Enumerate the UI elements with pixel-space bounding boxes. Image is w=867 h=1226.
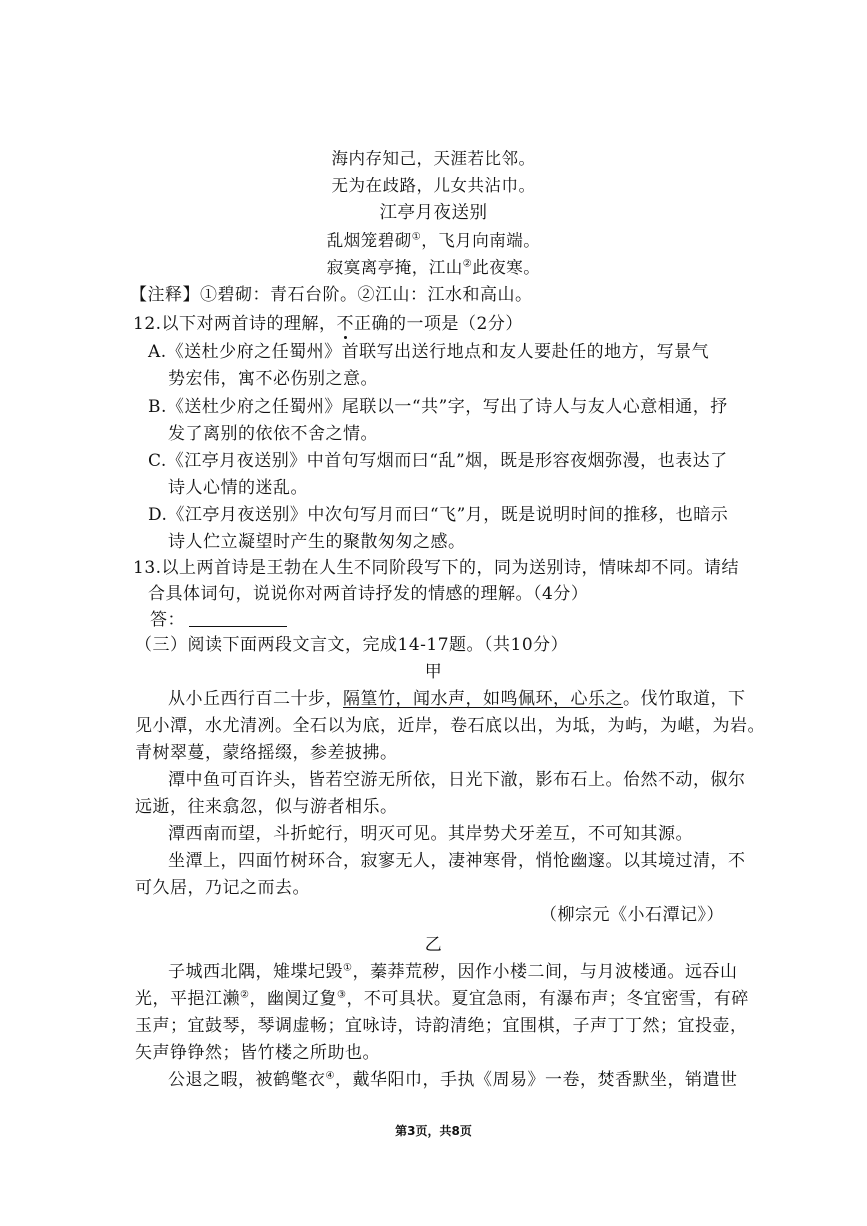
- option-a-cont: 势宏伟，寓不必伤别之意。: [168, 369, 378, 389]
- page-number: 第3页，共8页: [395, 1124, 472, 1138]
- passage-yi-title: 乙: [424, 935, 443, 955]
- option-c-cont: 诗人心情的迷乱。: [168, 478, 308, 498]
- passage-jia-line: 见小潭，水尤清冽。全石以为底，近岸，卷石底以出，为坻，为屿，为嵁，为岩。: [135, 716, 765, 736]
- passage-jia-line: 坐潭上，四面竹树环合，寂寥无人，凄神寒骨，悄怆幽邃。以其境过清，不: [168, 851, 746, 871]
- underlined-sentence: 隔篁竹，闻水声，如鸣佩环，心乐之: [343, 689, 623, 709]
- passage-yi-line: 矢声铮铮然；皆竹楼之所助也。: [135, 1043, 380, 1063]
- question-12-stem: 12.以下对两首诗的理解，不正确的一项是（2分）: [133, 314, 523, 334]
- option-c: C.《江亭月夜送别》中首句写烟而曰“乱”烟，既是形容夜烟弥漫，也表达了: [148, 451, 728, 471]
- passage-jia-line: 远逝，往来翕忽，似与游者相乐。: [135, 797, 398, 817]
- answer-blank[interactable]: [189, 610, 287, 627]
- passage-yi-line: 光，平挹江濑②，幽阒辽夐③，不可具状。夏宜急雨，有瀑布声；冬宜密雪，有碎: [135, 989, 749, 1009]
- passage-jia-source: （柳宗元《小石潭记》）: [540, 905, 724, 925]
- option-b-cont: 发了离别的依依不舍之情。: [168, 424, 378, 444]
- question-13-stem-cont: 合具体词句，说说你对两首诗抒发的情感的理解。（4分）: [148, 584, 589, 604]
- option-d-cont: 诗人伫立凝望时产生的聚散匆匆之感。: [168, 532, 466, 552]
- option-d: D.《江亭月夜送别》中次句写月而曰“飞”月，既是说明时间的推移，也暗示: [148, 505, 729, 525]
- passage-jia-line: 可久居，乃记之而去。: [135, 878, 310, 898]
- passage-yi-line: 公退之暇，被鹤氅衣④，戴华阳巾，手执《周易》一卷，焚香默坐，销遣世: [168, 1070, 738, 1090]
- poem1-line: 无为在歧路，儿女共沾巾。: [331, 176, 536, 195]
- poem2-title: 江亭月夜送别: [379, 203, 488, 223]
- passage-jia-line: 从小丘西行百二十步，隔篁竹，闻水声，如鸣佩环，心乐之。伐竹取道，下: [168, 689, 746, 709]
- annotation-note: 【注释】①碧砌：青石台阶。②江山：江水和高山。: [130, 285, 533, 305]
- poem2-line: 乱烟笼碧砌①，飞月向南端。: [326, 231, 541, 250]
- passage-jia-line: 潭西南而望，斗折蛇行，明灭可见。其岸势犬牙差互，不可知其源。: [168, 824, 693, 844]
- poem1-line: 海内存知己，天涯若比邻。: [331, 149, 536, 168]
- passage-jia-line: 潭中鱼可百许头，皆若空游无所依，日光下澈，影布石上。佁然不动，俶尔: [168, 770, 746, 790]
- section-3-heading: （三）阅读下面两段文言文，完成14-17题。（共10分）: [135, 635, 569, 655]
- answer-line: 答：: [150, 609, 287, 631]
- question-13-stem: 13.以上两首诗是王勃在人生不同阶段写下的，同为送别诗，情味却不同。请结: [133, 558, 740, 578]
- passage-yi-line: 玉声；宜鼓琴，琴调虚畅；宜咏诗，诗韵清绝；宜围棋，子声丁丁然；宜投壶，: [135, 1016, 748, 1036]
- option-a: A.《送杜少府之任蜀州》首联写出送行地点和友人要赴任的地方，写景气: [148, 342, 710, 362]
- option-b: B.《送杜少府之任蜀州》尾联以一“共”字，写出了诗人与友人心意相通，抒: [148, 397, 728, 417]
- poem2-line: 寂寞离亭掩，江山②此夜寒。: [326, 258, 541, 277]
- passage-jia-line: 青树翠蔓，蒙络摇缀，参差披拂。: [135, 743, 398, 763]
- passage-yi-line: 子城西北隅，雉堞圮毁①，蓁莽荒秽，因作小楼二间，与月波楼通。远吞山: [168, 962, 738, 982]
- passage-jia-title: 甲: [424, 662, 443, 682]
